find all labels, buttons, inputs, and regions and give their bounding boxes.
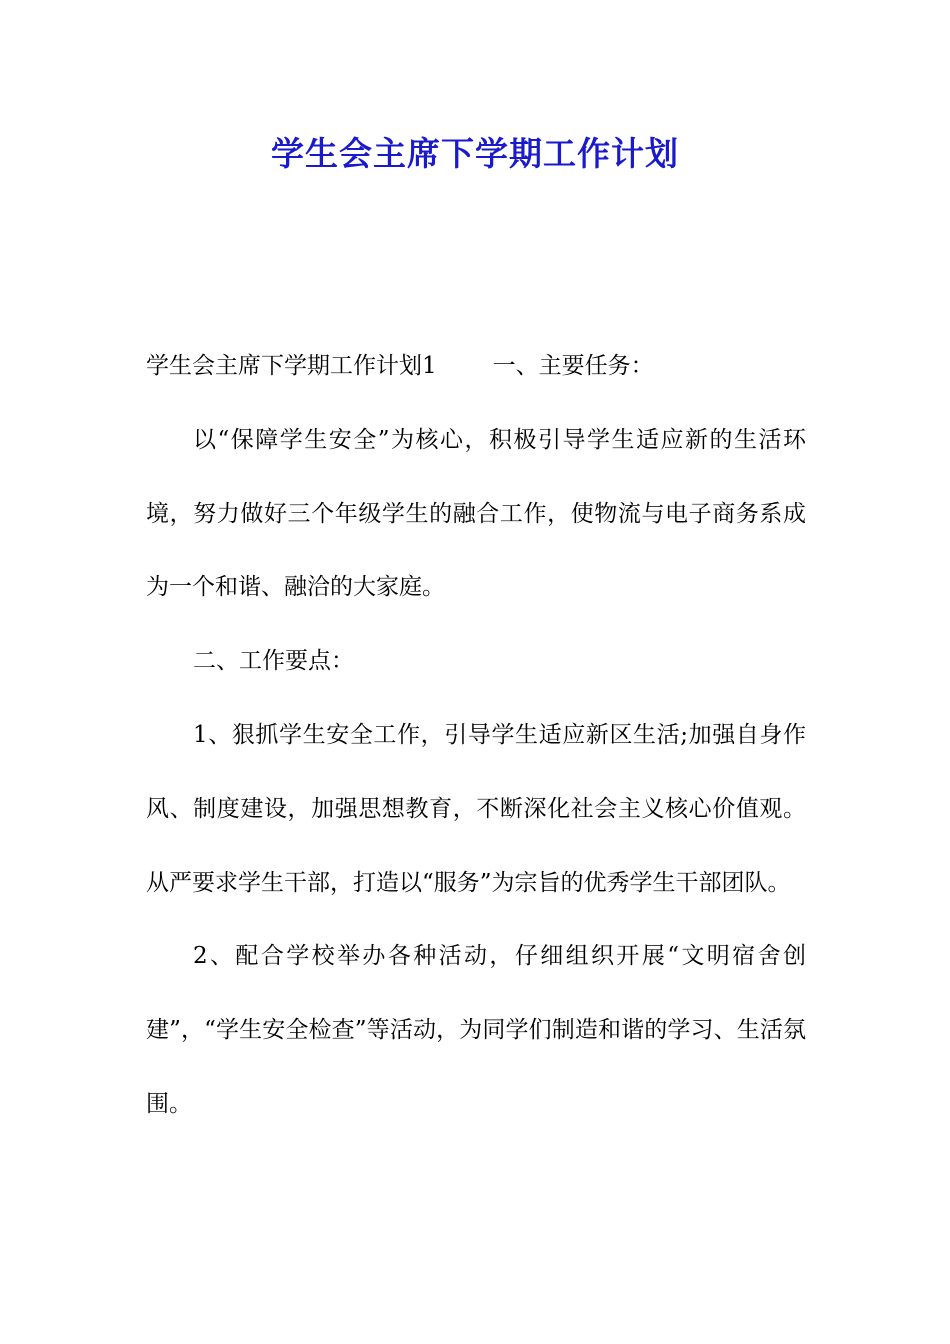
intro-heading: 学生会主席下学期工作计划1 — [146, 353, 437, 379]
point-2: 2、配合学校举办各种活动，仔细组织开展“文明宿舍创建”，“学生安全检查”等活动，为同学们制造和谐的学习、生活氛围。 — [146, 943, 806, 1117]
section2-heading: 二、工作要点： — [193, 648, 354, 675]
intro-line — [146, 330, 806, 404]
point-1: 1、狠抓学生安全工作，引导学生适应新区生活;加强自身作风、制度建设，加强思想教育，不断深化社会主义核心价值观。从严要求学生干部，打造以“服务”为宗旨的优秀学生干部团队。 — [146, 721, 806, 896]
paragraph-1: 以“保障学生安全”为核心，积极引导学生适应新的生活环境，努力做好三个年级学生的融合工作，使物流与电子商务系成为一个和谐、融洽的大家庭。 — [146, 426, 806, 601]
document-body — [146, 330, 806, 1142]
document-title: 学生会主席下学期工作计划 — [271, 134, 679, 173]
section1-heading: 一、主要任务： — [492, 353, 654, 379]
